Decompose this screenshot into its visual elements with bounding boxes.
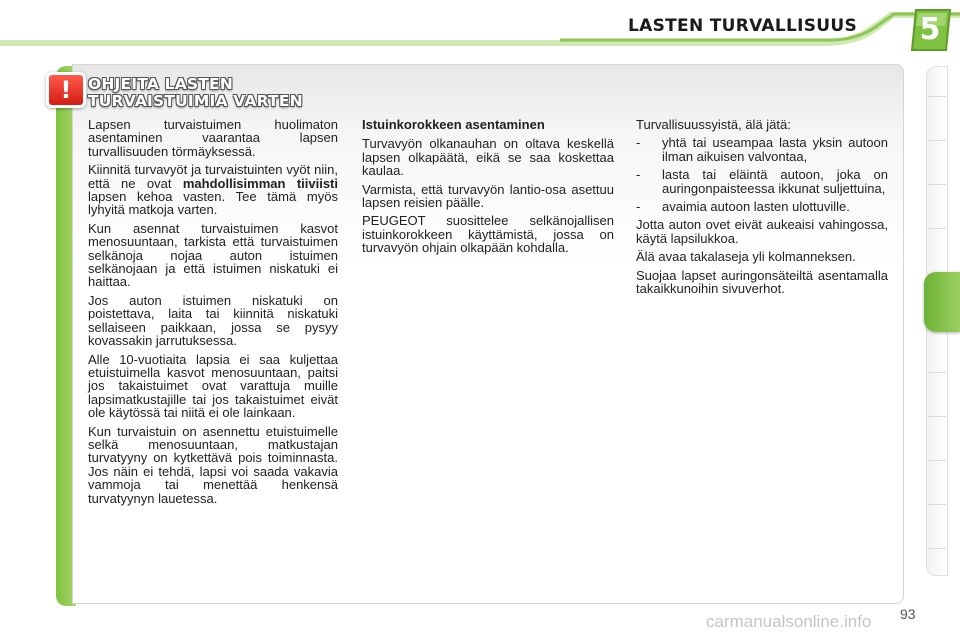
col1-paragraph-4: Jos auton istuimen niskatuki on poistettava, laita tai kiinnitä niskatuki sellaiseen paikkaan, jossa se pysyy kovassakin jarrutuksessa.	[88, 292, 338, 349]
section-heading-line2: TURVAISTUIMIA VARTEN	[88, 92, 303, 110]
bullet-text: yhtä tai useampaa lasta yksin autoon ilman aikuisen valvontaa,	[662, 135, 888, 164]
bullet-text: lasta tai eläintä autoon, joka on auringonpaisteessa ikkunat suljettuina,	[662, 167, 888, 196]
col3-bullet	[636, 168, 888, 195]
section-heading	[88, 76, 348, 110]
tab-divider	[928, 372, 946, 373]
section-heading-line1: OHJEITA LASTEN	[88, 75, 234, 93]
watermark: carmanualsonline.info	[706, 612, 872, 631]
col2-subheading: Istuinkorokkeen asentaminen	[362, 117, 545, 132]
col1-paragraph-5: Alle 10-vuotiaita lapsia ei saa kuljettaa etuistuimella kasvot menosuuntaan, paitsi jos takaistuimet ovat varattuja muille lapsimatkustajille tai jos takaistuimet eivät ole käytössä tai niitä ei ole lainkaan.	[88, 351, 338, 421]
bullet-dash: -	[636, 167, 641, 183]
tab-divider	[928, 96, 946, 97]
col1-paragraph-2	[88, 163, 338, 217]
tab-divider	[928, 416, 946, 417]
column-2	[362, 118, 614, 260]
chapter-number: 5	[919, 12, 941, 47]
tab-divider	[928, 140, 946, 141]
page-number: 93	[900, 606, 916, 622]
active-chapter-tab[interactable]	[924, 272, 960, 332]
col1-p2-after: lapsen kehoa vasten. Tee tämä myös lyhyitä matkoja varten.	[88, 189, 338, 218]
warning-icon: !	[46, 72, 86, 108]
col2-paragraph-1: Turvavyön olkanauhan on oltava keskellä lapsen olkapäätä, eikä se saa koskettaa kaulaa.	[362, 136, 614, 179]
col1-p2-bold: mahdollisimman tiiviisti	[182, 175, 338, 191]
chapter-title: LASTEN TURVALLISUUS	[628, 16, 858, 36]
col2-paragraph-2: Varmista, että turvavyön lantio-osa asettuu lapsen reisien päälle.	[362, 181, 614, 211]
col1-paragraph-1: Lapsen turvaistuimen huolimaton asentaminen vaarantaa lapsen turvallisuuden törmäyksessä.	[88, 117, 338, 159]
tab-divider	[928, 548, 946, 549]
bullet-dash: -	[636, 135, 641, 151]
col3-paragraph-4: Suojaa lapset auringonsäteiltä asentamalla takaikkunoihin sivuverhot.	[636, 267, 888, 297]
tab-divider	[928, 184, 946, 185]
column-1	[88, 118, 338, 510]
col2-paragraph-3: PEUGEOT suosittelee selkänojallisen istuinkorokkeen käyttämistä, jossa on turvavyön ohjain olkapään kohdalla.	[362, 213, 614, 256]
col3-intro: Turvallisuussyistä, älä jätä:	[636, 117, 791, 132]
col3-paragraph-2: Jotta auton ovet eivät aukeaisi vahingossa, käytä lapsilukkoa.	[636, 217, 888, 246]
tab-divider	[928, 460, 946, 461]
bullet-dash: -	[636, 199, 641, 215]
col3-bullet	[636, 136, 888, 163]
col1-p2-before: Kiinnitä turvavyöt ja turvaistuinten vyöt niin, että ne ovat	[88, 162, 338, 191]
column-3	[636, 118, 888, 300]
bullet-text: avaimia autoon lasten ulottuville.	[662, 199, 850, 215]
col3-bullet	[636, 200, 888, 213]
tab-divider	[928, 228, 946, 229]
tab-divider	[928, 504, 946, 505]
col1-paragraph-6: Kun turvaistuin on asennettu etuistuimelle selkä menosuuntaan, matkustajan turvatyyny on kytkettävä pois toiminnasta. Jos näin ei tehdä, lapsi voi saada vakavia vammoja tai menettää henkensä turvatyynyn lauetessa.	[88, 423, 338, 506]
col1-paragraph-3: Kun asennat turvaistuimen kasvot menosuuntaan, tarkista että turvaistuimen selkänoja nojaa auton istuimen selkänojaan ja että istuimen niskatuki ei haittaa.	[88, 220, 338, 290]
col3-paragraph-3: Älä avaa takalaseja yli kolmanneksen.	[636, 249, 856, 265]
